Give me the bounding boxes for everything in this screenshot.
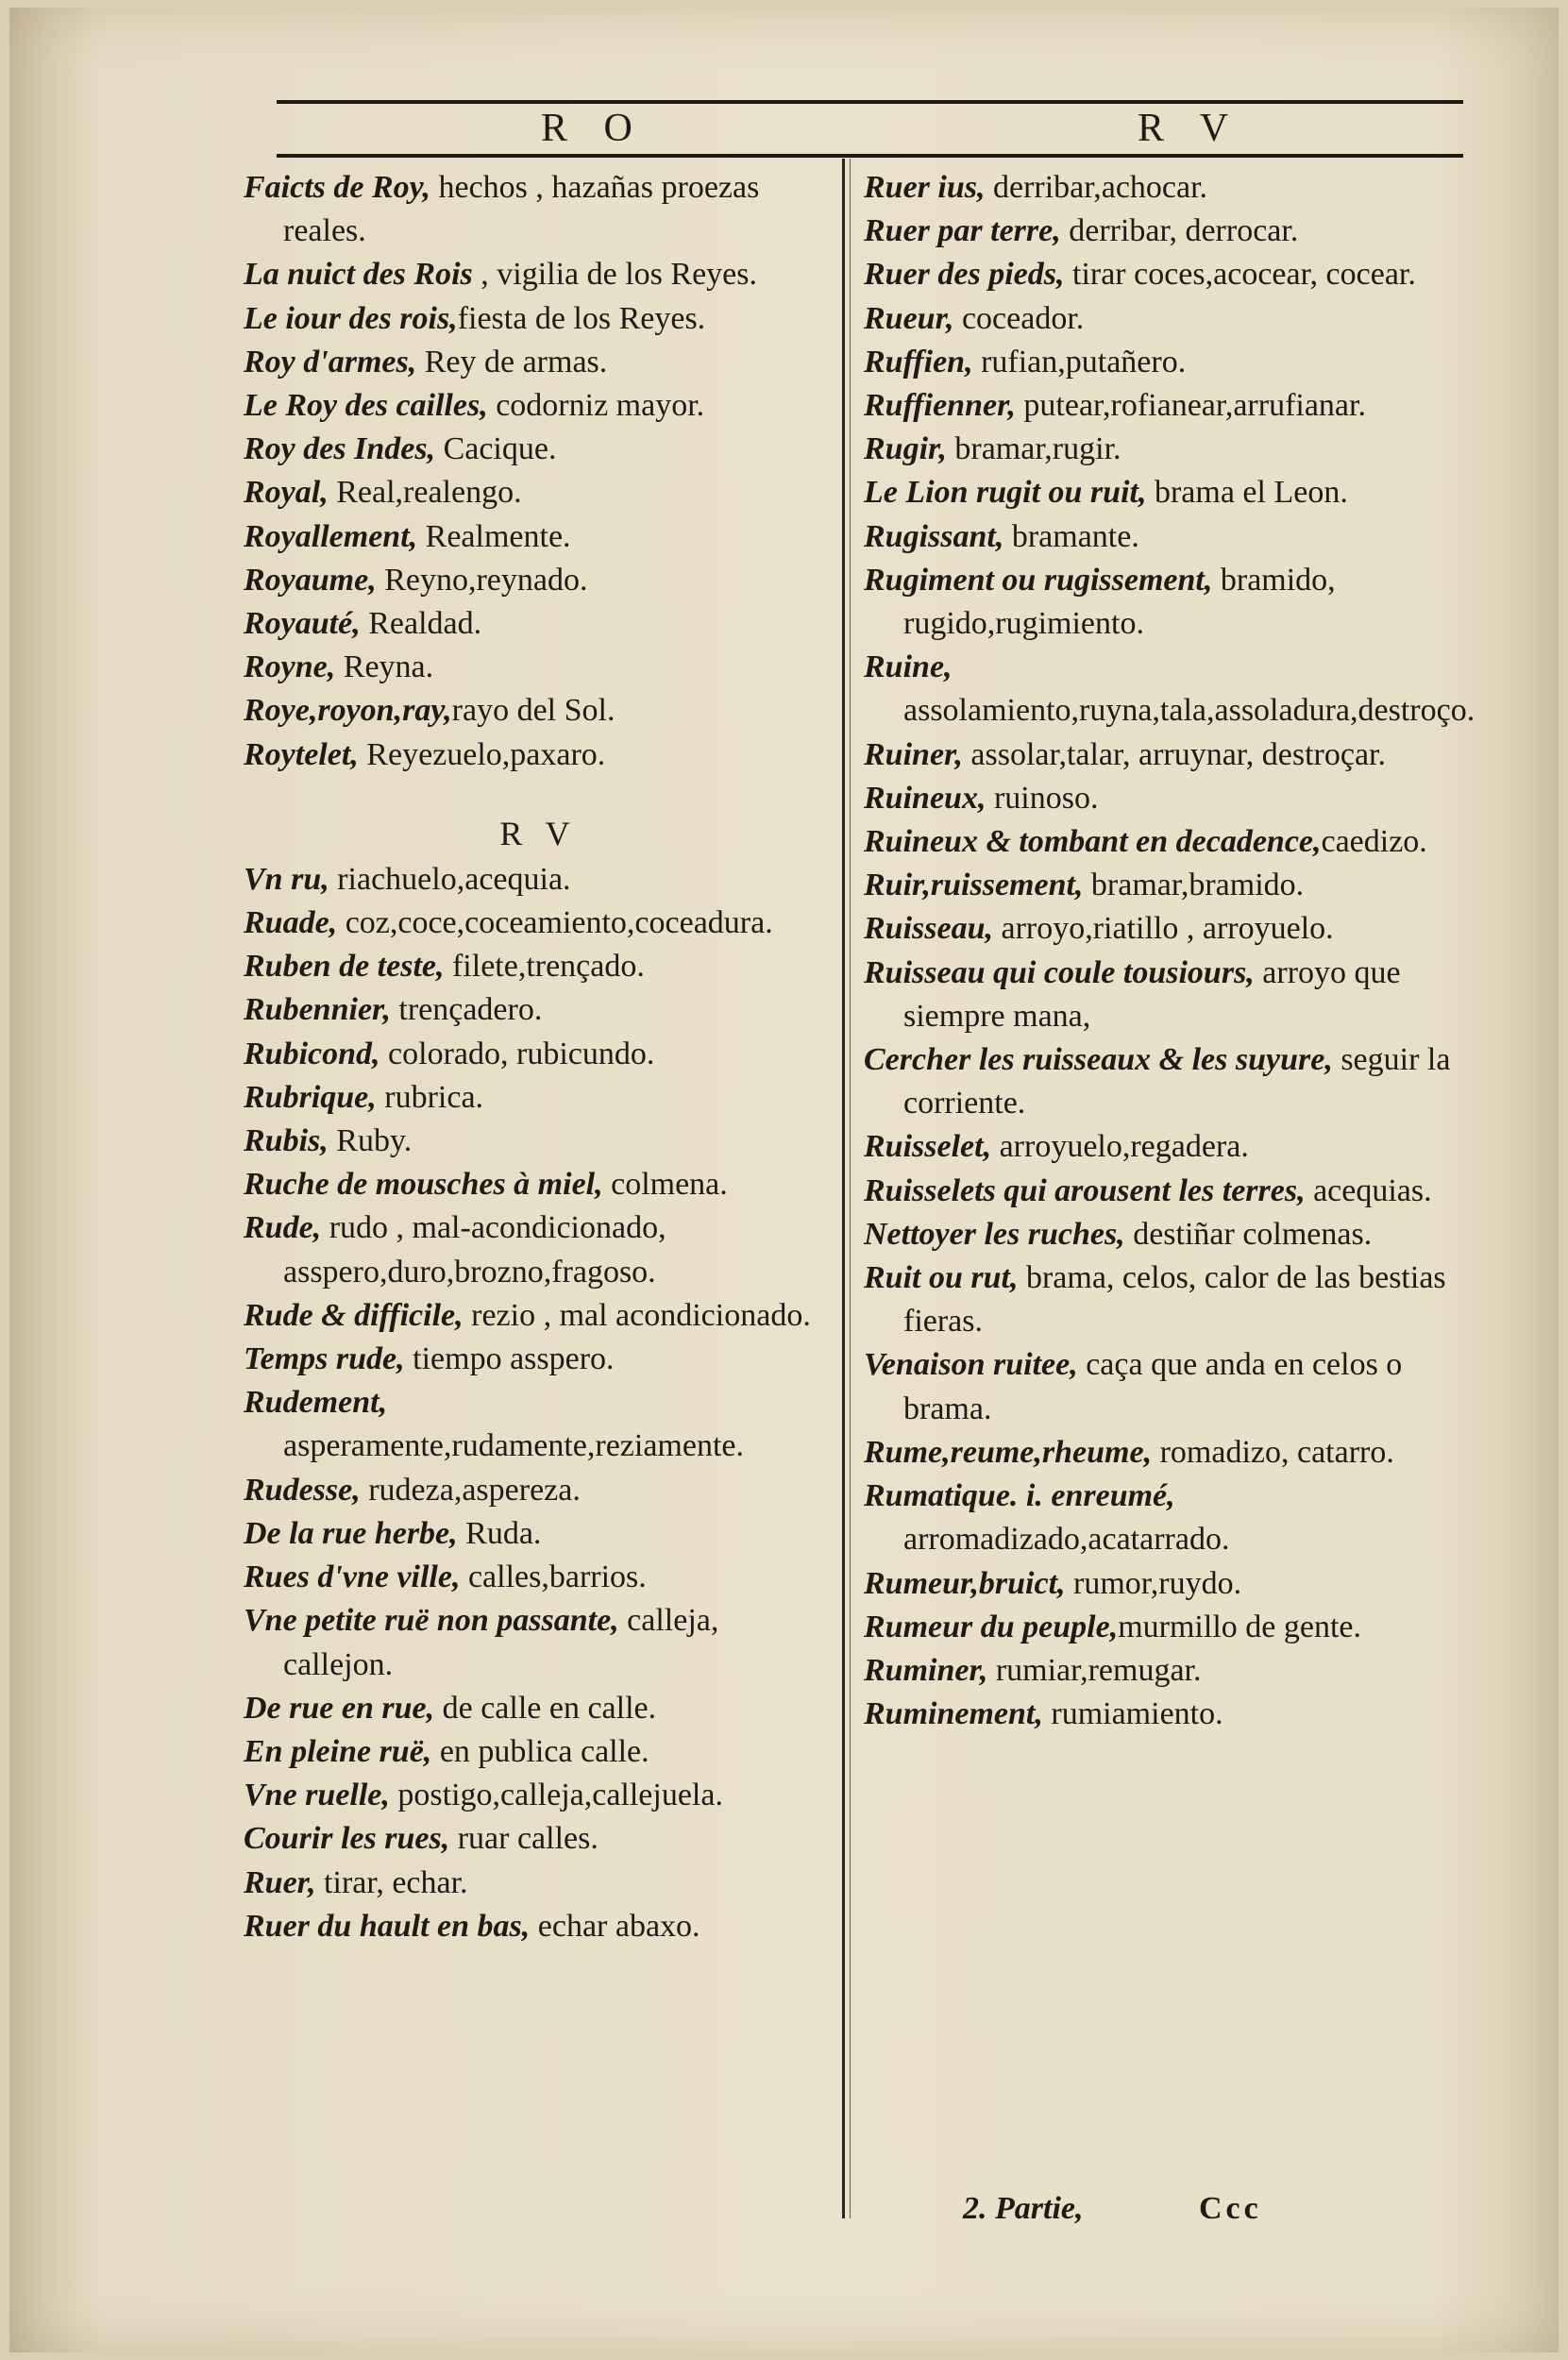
entry-headword: Ruer du hault en bas, [244, 1908, 531, 1944]
entry-translation: Real,realengo. [328, 475, 522, 511]
entry-translation: rudo , mal-acondicionado, asspero,duro,brozno,fragoso. [283, 1210, 666, 1290]
entry-headword: Roy d'armes, [244, 344, 417, 379]
entry-translation: colorado, rubicundo. [379, 1036, 655, 1071]
dictionary-entry [244, 428, 834, 471]
entry-translation: colmena. [602, 1167, 728, 1203]
entry-headword: Venaison ruitee, [864, 1347, 1078, 1383]
entry-translation: riachuelo,acequia. [329, 861, 571, 897]
dictionary-entry [244, 1206, 834, 1293]
entry-translation: seguir la corriente. [903, 1042, 1451, 1121]
entry-translation: rumor,ruydo. [1065, 1565, 1242, 1601]
entry-headword: Ruben de teste, [244, 949, 445, 985]
footer-part: 2. Partie, [963, 2191, 1084, 2226]
entry-headword: Ruffienner, [864, 388, 1016, 424]
entry-headword: Rugissant, [864, 518, 1004, 554]
column-divider-thin [850, 159, 851, 2218]
entry-translation: , vigilia de los Reyes. [472, 257, 757, 293]
dictionary-entry [244, 1294, 834, 1338]
dictionary-entry [244, 1163, 834, 1206]
entry-translation: asperamente,rudamente,reziamente. [283, 1428, 745, 1464]
entry-headword: Ruffien, [864, 344, 973, 379]
dictionary-entry [864, 428, 1468, 471]
entry-translation: en publica calle. [431, 1733, 649, 1769]
entry-translation: Reyezuelo,paxaro. [358, 736, 606, 772]
entry-headword: Rubis, [244, 1123, 329, 1159]
dictionary-entry [864, 907, 1468, 951]
dictionary-entry [864, 210, 1468, 253]
entry-headword: Ruer par terre, [864, 213, 1061, 249]
entry-translation: putear,rofianear,arrufianar. [1015, 388, 1366, 424]
entry-headword: Ruisseau, [864, 911, 993, 947]
dictionary-entry [864, 297, 1468, 341]
entry-headword: La nuict des Rois [244, 257, 473, 293]
entry-translation: assolamiento,ruyna,tala,assoladura,destroço. [903, 693, 1475, 729]
entry-headword: Roy des Indes, [244, 431, 436, 467]
dictionary-entry [244, 602, 834, 646]
entry-headword: Royallement, [244, 518, 418, 554]
dictionary-entry [864, 1125, 1468, 1169]
entry-translation: tirar coces,acocear, cocear. [1064, 257, 1416, 293]
entry-translation: murmillo de gente. [1118, 1609, 1361, 1644]
entry-translation: Realmente. [417, 518, 571, 554]
entry-headword: Rubicond, [244, 1036, 380, 1071]
dictionary-entry [244, 1774, 834, 1817]
entry-headword: Rugir, [864, 431, 947, 467]
dictionary-entry [864, 1213, 1468, 1256]
entry-headword: Ruit ou rut, [864, 1260, 1019, 1296]
entry-headword: Rumatique. i. enreumé, [864, 1478, 1175, 1514]
entry-headword: Vne petite ruë non passante, [244, 1603, 619, 1639]
entry-headword: Rubennier, [244, 992, 391, 1028]
dictionary-entry [864, 1606, 1468, 1649]
header-rule [277, 154, 1463, 158]
entry-translation: arroyo,riatillo , arroyuelo. [993, 911, 1334, 947]
dictionary-entry [864, 384, 1468, 428]
entry-translation: calleja, callejon. [283, 1603, 719, 1682]
dictionary-entry [244, 1469, 834, 1512]
entry-translation: brama, celos, calor de las bestias fieras. [903, 1260, 1446, 1340]
entry-headword: Rudesse, [244, 1472, 361, 1508]
entry-translation: rumiar,remugar. [987, 1652, 1202, 1688]
entry-headword: Roye,royon,ray, [244, 693, 452, 729]
dictionary-entry [864, 1649, 1468, 1693]
entry-headword: De rue en rue, [244, 1690, 435, 1726]
entry-headword: Rubrique, [244, 1079, 377, 1115]
entry-headword: Le Roy des cailles, [244, 388, 488, 424]
dictionary-entry [864, 1038, 1468, 1125]
entry-translation: rudeza,aspereza. [360, 1472, 581, 1508]
entry-headword: Ruineux & tombant en decadence, [864, 824, 1322, 860]
entry-headword: Ruine, [864, 649, 953, 685]
entry-translation: assolar,talar, arruynar, destroçar. [962, 736, 1386, 772]
running-head-left: R O [541, 107, 646, 150]
entry-translation: caedizo. [1321, 824, 1427, 860]
dictionary-entry [244, 646, 834, 689]
entry-headword: Nettoyer les ruches, [864, 1216, 1125, 1252]
entry-headword: Ruisselet, [864, 1129, 992, 1165]
dictionary-entry [244, 1338, 834, 1381]
dictionary-entry [244, 1556, 834, 1599]
entry-translation: arroyo que siempre mana, [903, 954, 1401, 1034]
dictionary-entry [244, 297, 834, 341]
entry-translation: Reyna. [335, 649, 434, 685]
entry-translation: rayo del Sol. [451, 693, 615, 729]
dictionary-entry [864, 515, 1468, 559]
entry-translation: calles,barrios. [460, 1559, 647, 1595]
page [9, 8, 1559, 2352]
entry-headword: Ruer, [244, 1864, 316, 1900]
entry-translation: bramante. [1003, 518, 1139, 554]
dictionary-entry [864, 166, 1468, 210]
entry-headword: Rude, [244, 1210, 322, 1246]
entry-translation: de calle en calle. [434, 1690, 657, 1726]
entry-headword: Rudement, [244, 1385, 388, 1421]
entry-headword: Vne ruelle, [244, 1778, 390, 1813]
entry-headword: Rueur, [864, 300, 954, 336]
entry-headword: Faicts de Roy, [244, 170, 430, 205]
dictionary-entry [244, 945, 834, 988]
entry-headword: Vn ru, [244, 861, 329, 897]
entry-headword: De la rue herbe, [244, 1515, 458, 1551]
entry-headword: Le Lion rugit ou ruit, [864, 475, 1147, 511]
dictionary-entry [244, 341, 834, 384]
running-head-right: R V [1138, 107, 1242, 150]
entry-translation: romadizo, catarro. [1152, 1434, 1394, 1470]
entry-headword: Rude & difficile, [244, 1297, 464, 1333]
dictionary-entry [244, 1599, 834, 1686]
entry-headword: Courir les rues, [244, 1821, 450, 1857]
dictionary-entry [244, 1512, 834, 1556]
entry-translation: trençadero. [390, 992, 543, 1028]
entry-translation: postigo,calleja,callejuela. [389, 1778, 723, 1813]
entry-translation: bramido, rugido,rugimiento. [903, 562, 1336, 642]
entry-translation: filete,trençado. [444, 949, 645, 985]
dictionary-entry [244, 166, 834, 253]
dictionary-entry [244, 1033, 834, 1076]
dictionary-entry [244, 902, 834, 945]
entry-headword: Royaume, [244, 562, 377, 598]
entry-headword: Temps rude, [244, 1341, 405, 1377]
top-rule [277, 100, 1463, 104]
entry-translation: Reyno,reynado. [376, 562, 588, 598]
entry-translation: Realdad. [360, 606, 482, 642]
dictionary-entry [864, 777, 1468, 820]
entry-headword: Ruiner, [864, 736, 963, 772]
dictionary-entry [864, 1431, 1468, 1475]
entry-translation: arromadizado,acatarrado. [903, 1522, 1230, 1558]
entry-translation: rubrica. [376, 1079, 484, 1115]
dictionary-entry [244, 689, 834, 733]
entry-translation: derribar,achocar. [985, 170, 1208, 205]
entry-headword: Rume,reume,rheume, [864, 1434, 1153, 1470]
entry-translation: caça que anda en celos o brama. [903, 1347, 1403, 1426]
left-column [244, 166, 834, 1948]
entry-translation: derribar, derrocar. [1060, 213, 1299, 249]
entry-translation: rumiamiento. [1042, 1696, 1223, 1732]
dictionary-entry [864, 559, 1468, 646]
entry-headword: Rumeur du peuple, [864, 1609, 1119, 1644]
entry-headword: Ruer des pieds, [864, 257, 1065, 293]
dictionary-entry [244, 733, 834, 777]
dictionary-entry [864, 733, 1468, 777]
entry-headword: En pleine ruë, [244, 1733, 432, 1769]
entry-headword: Ruisselets qui arousent les terres, [864, 1172, 1306, 1208]
dictionary-entry [244, 858, 834, 902]
dictionary-entry [864, 1475, 1468, 1561]
entry-translation: hechos , hazañas proezas reales. [283, 170, 760, 249]
entry-translation: coceador. [953, 300, 1085, 336]
entry-translation: coz,coce,coceamiento,coceadura. [337, 905, 773, 941]
dictionary-entry [244, 559, 834, 602]
entry-translation: brama el Leon. [1146, 475, 1348, 511]
entry-headword: Ruche de mousches à miel, [244, 1167, 603, 1203]
dictionary-entry [864, 1562, 1468, 1606]
dictionary-entry [244, 1076, 834, 1120]
entry-translation: acequias. [1305, 1172, 1432, 1208]
entry-translation: Cacique. [435, 431, 557, 467]
section-heading: R V [499, 814, 578, 852]
dictionary-entry [864, 253, 1468, 296]
entry-translation: fiesta de los Reyes. [457, 300, 706, 336]
dictionary-entry [864, 820, 1468, 864]
dictionary-entry [864, 646, 1475, 733]
entry-translation: Rey de armas. [416, 344, 608, 379]
entry-headword: Rues d'vne ville, [244, 1559, 461, 1595]
entry-headword: Royne, [244, 649, 336, 685]
dictionary-entry [244, 1687, 834, 1730]
entry-translation: Ruby. [328, 1123, 413, 1159]
entry-translation: echar abaxo. [530, 1908, 700, 1944]
entry-translation: tirar, echar. [315, 1864, 468, 1900]
entry-translation: codorniz mayor. [487, 388, 705, 424]
entry-headword: Ruminement, [864, 1696, 1043, 1732]
entry-translation: bramar,bramido. [1083, 868, 1305, 903]
entry-translation: tiempo asspero. [404, 1341, 615, 1377]
entry-headword: Ruminer, [864, 1652, 988, 1688]
dictionary-entry [244, 1730, 834, 1774]
dictionary-entry [244, 1905, 834, 1948]
entry-headword: Cercher les ruisseaux & les suyure, [864, 1042, 1333, 1078]
entry-headword: Royal, [244, 475, 329, 511]
dictionary-entry [244, 1817, 834, 1861]
entry-translation: bramar,rugir. [946, 431, 1121, 467]
entry-translation: rufian,putañero. [972, 344, 1187, 379]
right-column [864, 166, 1475, 1736]
dictionary-entry [864, 471, 1468, 514]
entry-headword: Rugiment ou rugissement, [864, 562, 1213, 598]
dictionary-entry [244, 1862, 834, 1905]
dictionary-entry [244, 384, 834, 428]
entry-translation: rezio , mal acondicionado. [463, 1297, 811, 1333]
dictionary-entry [244, 515, 834, 559]
dictionary-entry [864, 341, 1468, 384]
entry-translation: ruar calles. [449, 1821, 599, 1857]
entry-headword: Ruisseau qui coule tousiours, [864, 954, 1255, 990]
dictionary-entry [244, 1120, 834, 1163]
entry-headword: Roytelet, [244, 736, 359, 772]
dictionary-entry [864, 952, 1468, 1038]
dictionary-entry [244, 253, 834, 296]
entry-headword: Rumeur,bruict, [864, 1565, 1066, 1601]
entry-translation: arroyuelo,regadera. [991, 1129, 1249, 1165]
entry-headword: Ruer ius, [864, 170, 986, 205]
entry-headword: Ruade, [244, 905, 338, 941]
dictionary-entry [244, 988, 834, 1032]
entry-headword: Ruineux, [864, 780, 986, 816]
entry-translation: destiñar colmenas. [1124, 1216, 1373, 1252]
entry-translation: Ruda. [457, 1515, 542, 1551]
entry-headword: Ruir,ruissement, [864, 868, 1084, 903]
entry-headword: Royauté, [244, 606, 361, 642]
dictionary-entry [864, 1693, 1468, 1736]
dictionary-entry [864, 864, 1468, 907]
dictionary-entry [244, 471, 834, 514]
dictionary-entry [864, 1256, 1468, 1343]
entry-headword: Le iour des rois, [244, 300, 458, 336]
dictionary-entry [864, 1170, 1468, 1213]
dictionary-entry [864, 1343, 1468, 1430]
footer-signature: Ccc [1199, 2191, 1262, 2226]
entry-translation: ruinoso. [986, 780, 1099, 816]
column-divider [842, 159, 845, 2218]
dictionary-entry [244, 1381, 834, 1468]
